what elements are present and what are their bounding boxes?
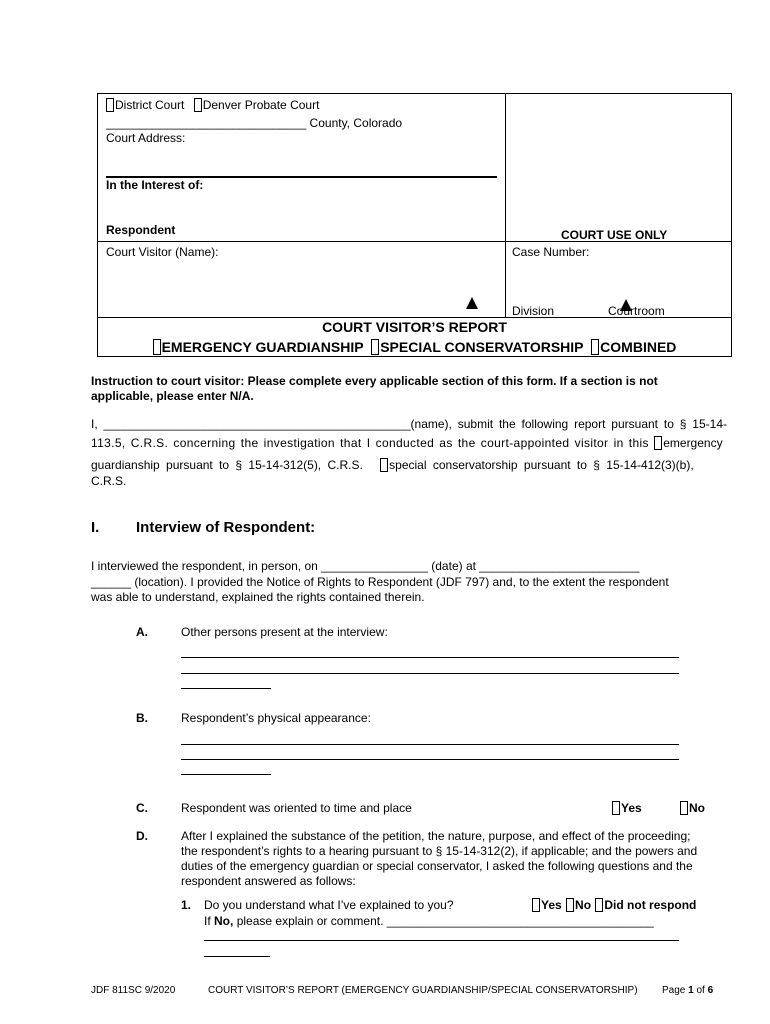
denver-probate-checkbox[interactable]: [194, 98, 202, 112]
intro-line-2: [91, 436, 727, 450]
intro-line-2-text: 113.5, C.R.S. concerning the investigation that I conducted as the court-appointed visitor in this: [91, 436, 649, 450]
intro-line-3: [91, 458, 727, 472]
oriented-no-label: No: [689, 801, 705, 815]
item-c-letter: C.: [136, 801, 148, 815]
oriented-no-checkbox[interactable]: [680, 801, 688, 815]
footer-form-id: JDF 811SC 9/2020: [91, 985, 176, 996]
oriented-yes: [612, 801, 642, 815]
q1-text: Do you understand what I’ve explained to you?: [204, 898, 454, 912]
item-d-line-1: After I explained the substance of the petition, the nature, purpose, and effect of the proceeding;: [181, 829, 691, 843]
denver-probate-label: Denver Probate Court: [202, 98, 320, 112]
answer-line[interactable]: [181, 759, 679, 760]
item-c-text: Respondent was oriented to time and place: [181, 801, 412, 815]
combined-checkbox[interactable]: [591, 339, 599, 355]
answer-line[interactable]: [204, 956, 270, 957]
item-a-text: Other persons present at the interview:: [181, 625, 388, 639]
court-use-only: COURT USE ONLY: [561, 228, 668, 242]
item-a-letter: A.: [136, 625, 148, 639]
interview-line-3: was able to understand, explained the rights contained therein.: [91, 590, 425, 604]
item-d-letter: D.: [136, 829, 148, 843]
item-d-line-2: the respondent’s rights to a hearing pursuant to § 15-14-312(2), if applicable; and the powers and: [181, 844, 698, 858]
intro-line-4: C.R.S.: [91, 474, 127, 488]
q1-number: 1.: [181, 898, 192, 912]
oriented-yes-label: Yes: [621, 801, 642, 815]
court-visitor-label: Court Visitor (Name):: [106, 245, 219, 259]
special-conservatorship-intro-label: special conservatorship pursuant to § 15-14-412(3)(b),: [389, 458, 694, 472]
page-number: 1: [688, 985, 694, 996]
q1-no-checkbox[interactable]: [566, 898, 574, 912]
respondent-label: Respondent: [106, 223, 176, 237]
special-conservatorship-checkbox[interactable]: [371, 339, 379, 355]
answer-line[interactable]: [204, 940, 679, 941]
q1-rest: please explain or comment. ________________________________________: [236, 914, 654, 928]
page-prefix: Page: [662, 985, 686, 996]
section-title: Interview of Respondent:: [136, 519, 316, 536]
page-total: 6: [707, 985, 714, 996]
q1-dnr-label: Did not respond: [604, 898, 697, 912]
q1-yes-checkbox[interactable]: [532, 898, 540, 912]
intro-line-3-text: guardianship pursuant to § 15-14-312(5), C.R.S.: [91, 458, 363, 472]
court-address-label: Court Address:: [106, 131, 186, 145]
case-number-label: Case Number:: [512, 245, 590, 259]
triangle-icon: [620, 299, 632, 311]
q1-yes-label: Yes: [541, 898, 562, 912]
oriented-yes-checkbox[interactable]: [612, 801, 620, 815]
district-court-checkbox[interactable]: [106, 98, 114, 112]
item-b-text: Respondent’s physical appearance:: [181, 711, 371, 725]
interview-line-1[interactable]: I interviewed the respondent, in person, on ________________ (date) at ________________________: [91, 559, 640, 573]
item-b-letter: B.: [136, 711, 148, 725]
triangle-icon: [466, 297, 478, 309]
item-d-line-4: respondent answered as follows:: [181, 874, 356, 888]
q1-options: [532, 898, 696, 912]
item-d-line-3: duties of the emergency guardian or special conservator, I asked the following questions and the: [181, 859, 693, 873]
emergency-guardianship-checkbox[interactable]: [153, 339, 161, 355]
interview-line-2[interactable]: ______ (location). I provided the Notice of Rights to Respondent (JDF 797) and, to the extent the respondent: [91, 575, 669, 589]
emergency-label: emergency: [663, 436, 723, 450]
report-title: COURT VISITOR’S REPORT: [322, 319, 507, 335]
county-line[interactable]: ______________________________ County, Colorado: [106, 116, 403, 130]
caption-divider: [505, 93, 506, 317]
q1-dnr-checkbox[interactable]: [595, 898, 603, 912]
answer-line[interactable]: [181, 744, 679, 745]
oriented-no: [680, 801, 705, 815]
page-of: of: [696, 985, 705, 996]
answer-line[interactable]: [181, 673, 679, 674]
district-court-label: District Court: [115, 98, 185, 112]
combined-label: COMBINED: [600, 339, 677, 355]
report-type-options: [97, 339, 732, 355]
emergency-guardianship-label: EMERGENCY GUARDIANSHIP: [161, 339, 364, 355]
answer-line[interactable]: [181, 774, 271, 775]
intro-line-1[interactable]: I, ______________________________________________(name), submit the following report pursuant to § 15-14-: [91, 417, 727, 431]
in-interest-label: In the Interest of:: [106, 178, 204, 192]
courtroom-label: Courtroom: [608, 304, 665, 318]
answer-line[interactable]: [181, 657, 679, 658]
special-conservatorship-intro-checkbox[interactable]: [380, 458, 388, 472]
footer-page: [662, 985, 713, 996]
emergency-checkbox[interactable]: [654, 436, 662, 450]
q1-no-label: No: [575, 898, 592, 912]
footer-title: COURT VISITOR’S REPORT (EMERGENCY GUARDIANSHIP/SPECIAL CONSERVATORSHIP): [208, 985, 638, 996]
court-selection: [106, 98, 319, 112]
section-number: I.: [91, 519, 100, 536]
q1-explain-line[interactable]: [204, 914, 654, 928]
answer-line[interactable]: [181, 688, 271, 689]
instruction-text: Instruction to court visitor: Please complete every applicable section of this form. If a section is not applicable, please enter N/A.: [91, 374, 658, 403]
q1-no-bold: No,: [214, 914, 234, 928]
division-label: Division: [512, 304, 555, 318]
special-conservatorship-label: SPECIAL CONSERVATORSHIP: [380, 339, 584, 355]
q1-if: If: [204, 914, 211, 928]
